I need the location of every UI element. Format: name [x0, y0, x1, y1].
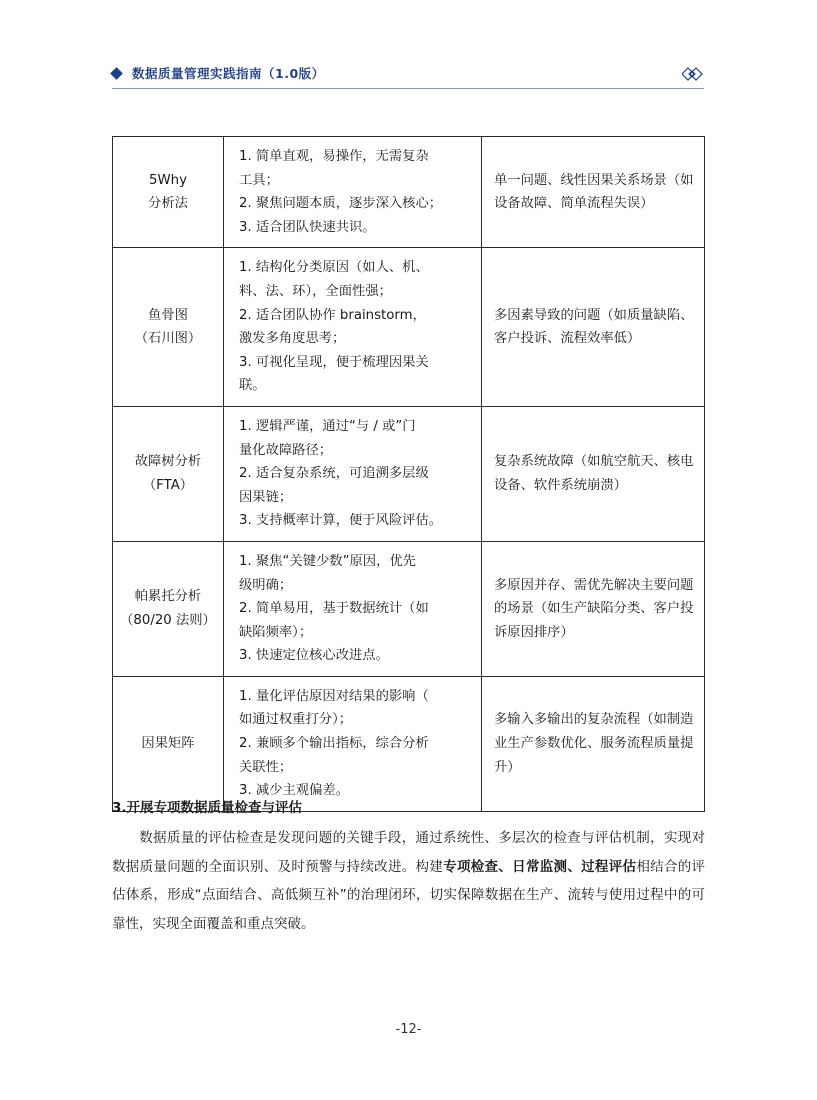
advantages-line: 量化故障路径；: [239, 442, 333, 458]
advantages-cell: [224, 137, 482, 248]
scenario-line: 的场景（如生产缺陷分类、客户投: [494, 601, 694, 617]
table-row: [113, 137, 705, 248]
scenario-cell: [482, 137, 705, 248]
method-line: （80/20 法则）: [120, 612, 216, 628]
scenario-line: 单一问题、线性因果关系场景（如: [494, 172, 694, 188]
advantages-line: 2. 聚焦问题本质，逐步深入核心；: [239, 196, 443, 212]
advantages-line: 联。: [239, 378, 266, 394]
scenario-line: 多原因并存、需优先解决主要问题: [494, 577, 694, 593]
scenario-line: 设备故障、简单流程失误）: [494, 196, 654, 212]
method-cell: [113, 676, 224, 811]
advantages-line: 1. 简单直观，易操作，无需复杂: [239, 149, 429, 164]
advantages-line: 3. 减少主观偏差。: [239, 783, 349, 799]
method-line: 故障树分析: [134, 454, 202, 470]
advantages-cell: [224, 541, 482, 676]
advantages-line: 因果链；: [239, 489, 293, 505]
advantages-line: 级明确；: [239, 577, 293, 593]
rca-methods-table: [112, 136, 705, 812]
scenario-line: 升）: [494, 759, 521, 775]
advantages-cell: [224, 676, 482, 811]
method-line: 分析法: [148, 196, 188, 212]
scenario-line: 诉原因排序）: [494, 624, 574, 640]
diamond-bullet-icon: [110, 67, 123, 80]
advantages-line: 如通过权重打分）；: [239, 712, 353, 728]
advantages-line: 1. 逻辑严谨，通过“与 / 或”门: [239, 418, 416, 434]
method-cell: [113, 541, 224, 676]
scenario-cell: [482, 406, 705, 541]
method-line: 鱼骨图: [148, 307, 188, 323]
advantages-line: 工具；: [239, 172, 279, 188]
scenario-line: 多输入多输出的复杂流程（如制造: [494, 712, 694, 728]
advantages-line: 缺陷频率）；: [239, 624, 313, 640]
method-line: 5Why: [149, 172, 187, 188]
advantages-line: 2. 兼顾多个输出指标，综合分析: [239, 736, 429, 752]
advantages-line: 1. 量化评估原因对结果的影响（: [239, 688, 429, 704]
advantages-line: 3. 快速定位核心改进点。: [239, 648, 389, 664]
method-line: 因果矩阵: [141, 736, 195, 752]
scenario-line: 复杂系统故障（如航空航天、核电: [494, 454, 694, 470]
advantages-line: 3. 适合团队快速共识。: [239, 219, 376, 235]
advantages-line: 关联性；: [239, 759, 293, 775]
advantages-line: 2. 适合复杂系统，可追溯多层级: [239, 466, 429, 482]
advantages-line: 3. 可视化呈现，便于梳理因果关: [239, 354, 429, 370]
scenario-cell: [482, 541, 705, 676]
advantages-line: 2. 适合团队协作 brainstorm，: [239, 307, 426, 323]
advantages-line: 料、法、环），全面性强；: [239, 283, 392, 299]
header-divider: [112, 88, 704, 89]
method-line: （石川图）: [134, 331, 202, 347]
advantages-line: 1. 聚焦“关键少数”原因，优先: [239, 553, 416, 569]
document-title: 数据质量管理实践指南（1.0版）: [132, 66, 325, 81]
logo-icon: [682, 66, 704, 82]
table-row: [113, 676, 705, 811]
scenario-line: 多因素导致的问题（如质量缺陷、: [494, 307, 694, 323]
advantages-line: 2. 简单易用，基于数据统计（如: [239, 601, 429, 617]
scenario-line: 设备、软件系统崩溃）: [494, 477, 627, 493]
method-cell: [113, 248, 224, 407]
section-heading: 3.开展专项数据质量检查与评估: [112, 800, 303, 816]
table-row: [113, 406, 705, 541]
page-header: [112, 64, 704, 88]
scenario-cell: [482, 676, 705, 811]
scenario-line: 客户投诉、流程效率低）: [494, 331, 641, 347]
table-row: [113, 541, 705, 676]
scenario-line: 业生产参数优化、服务流程质量提: [494, 736, 694, 752]
paragraph-text-2: 相结合的评估体系，形成“点面结合、高低频互补”的治理闭环，切实保障数据在生产、流转与使用过程中的可靠性，实现全面覆盖和重点突破。: [112, 858, 706, 932]
scenario-cell: [482, 248, 705, 407]
table-row: [113, 248, 705, 407]
advantages-cell: [224, 248, 482, 407]
method-cell: [113, 406, 224, 541]
advantages-line: 激发多角度思考；: [239, 331, 346, 347]
method-line: （FTA）: [142, 477, 194, 493]
advantages-line: 3. 支持概率计算，便于风险评估。: [239, 513, 443, 529]
paragraph-text-1: 数据质量的评估检查是发现问题的关键手段，通过系统性、多层次的检查与评估机制，实现对数据质量问题的全面识别、及时预警与持续改进。构建: [112, 830, 705, 875]
page-number: -12-: [395, 1022, 422, 1037]
method-line: 帕累托分析: [134, 589, 202, 605]
method-cell: [113, 137, 224, 248]
paragraph-bold-text: 专项检查、日常监测、过程评估: [443, 858, 637, 875]
advantages-cell: [224, 406, 482, 541]
section-paragraph: [112, 824, 705, 938]
advantages-line: 1. 结构化分类原因（如人、机、: [239, 260, 429, 276]
